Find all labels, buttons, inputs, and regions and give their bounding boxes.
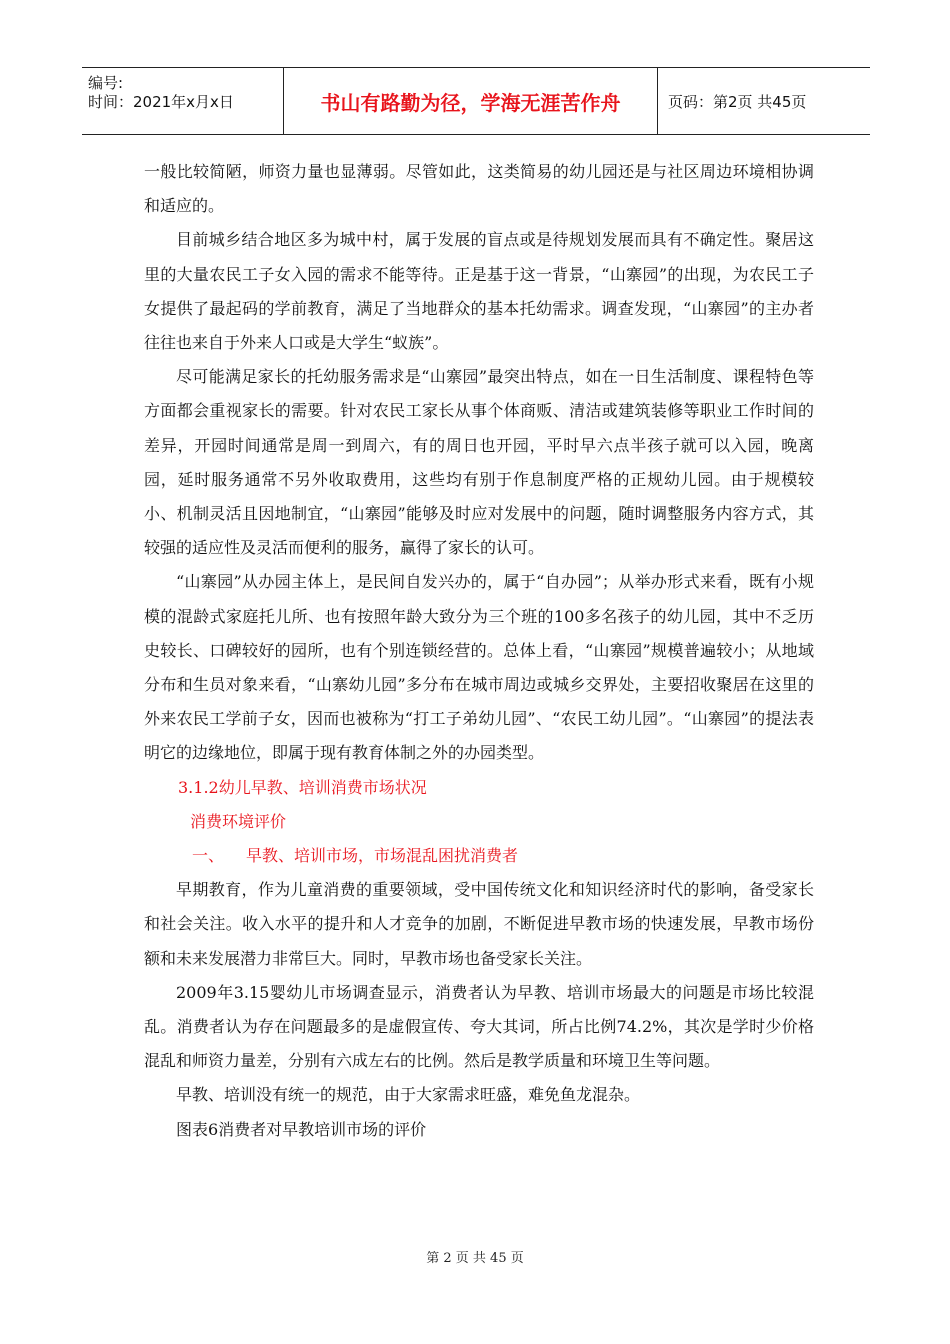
document-number-label: 编号:: [88, 74, 124, 92]
header-motto: 书山有路勤为径，学海无涯苦作舟: [284, 68, 658, 134]
paragraph: 尽可能满足家长的托幼服务需求是“山寨园”最突出特点，如在一日生活制度、课程特色等方面都会重视家长的需要。针对农民工家长从事个体商贩、清洁或建筑装修等职业工作时间的差异，开园时间通常是周一到周六，有的周日也开园，平时早六点半孩子就可以入园，晚离园，延时服务通常不另外收取费用，这些均有别于作息制度严格的正规幼儿园。由于规模较小、机制灵活且因地制宜，“山寨园”能够及时应对发展中的问题，随时调整服务内容方式，其较强的适应性及灵活而便利的服务，赢得了家长的认可。: [144, 367, 814, 558]
subsection-heading: 消费环境评价: [190, 811, 287, 831]
header-meta-cell: [82, 68, 284, 134]
header-page-info: 页码：第2页 共45页: [668, 92, 807, 111]
paragraph: “山寨园”从办园主体上，是民间自发兴办的，属于“自办园”；从举办形式来看，既有小规模的混龄式家庭托儿所、也有按照年龄大致分为三个班的100多名孩子的幼儿园，其中不乏历史较长、口碑较好的园所，也有个别连锁经营的。总体上看，“山寨园”规模普遍较小；从地域分布和生员对象来看，“山寨幼儿园”多分布在城市周边或城乡交界处，主要招收聚居在这里的外来农民工学前子女，因而也被称为“打工子弟幼儿园”、“农民工幼儿园”。“山寨园”的提法表明它的边缘地位，即属于现有教育体制之外的办园类型。: [144, 572, 814, 763]
item-heading-title: 早教、培训市场，市场混乱困扰消费者: [246, 846, 519, 866]
paragraph: 早期教育，作为儿童消费的重要领域，受中国传统文化和知识经济时代的影响，备受家长和社会关注。收入水平的提升和人才竞争的加剧，不断促进早教市场的快速发展，早教市场份额和未来发展潜力非常巨大。同时，早教市场也备受家长关注。: [144, 880, 814, 968]
paragraph-continued: 一般比较简陋，师资力量也显薄弱。尽管如此，这类简易的幼儿园还是与社区周边环境相协调和适应的。: [144, 162, 814, 216]
document-body: [144, 155, 814, 1147]
paragraph: 2009年3.15婴幼儿市场调查显示，消费者认为早教、培训市场最大的问题是市场比较混乱。消费者认为存在问题最多的是虚假宣传、夸大其词，所占比例74.2%，其次是学时少价格混乱和师资力量差，分别有六成左右的比例。然后是教学质量和环境卫生等问题。: [144, 982, 814, 1071]
figure-caption: 图表6消费者对早教培训市场的评价: [176, 1119, 427, 1139]
section-heading: 3.1.2幼儿早教、培训消费市场状况: [178, 777, 427, 797]
document-date-label: 时间：2021年x月x日: [88, 93, 234, 111]
page-footer: 第 2 页 共 45 页: [426, 1251, 524, 1266]
paragraph: 目前城乡结合地区多为城中村，属于发展的盲点或是待规划发展而具有不确定性。聚居这里的大量农民工子女入园的需求不能等待。正是基于这一背景，“山寨园”的出现，为农民工子女提供了最起码的学前教育，满足了当地群众的基本托幼需求。调查发现，“山寨园”的主办者往往也来自于外来人口或是大学生“蚁族”。: [144, 230, 814, 353]
item-heading: [144, 839, 814, 873]
page-header: [82, 67, 870, 135]
paragraph: 早教、培训没有统一的规范，由于大家需求旺盛，难免鱼龙混杂。: [176, 1085, 641, 1105]
item-heading-number: 一、: [192, 846, 225, 866]
